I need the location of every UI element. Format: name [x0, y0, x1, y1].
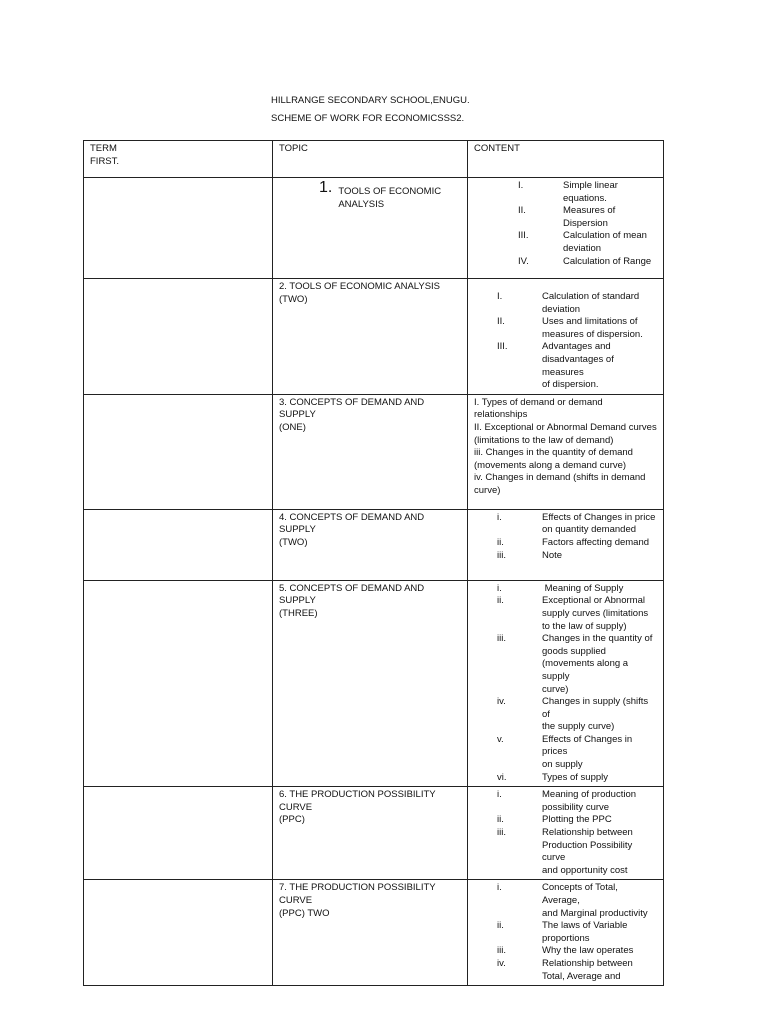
item-text: Production Possibility curve [542, 839, 633, 864]
item-text: Uses and limitations of [542, 316, 638, 328]
item-text: Why the law operates [542, 945, 634, 957]
item-text: curve) [542, 683, 569, 695]
list-item [497, 945, 657, 958]
list-item [518, 205, 657, 230]
item-text: disadvantages of measures [542, 353, 614, 378]
list-item [497, 291, 657, 316]
topic-cell [273, 509, 468, 580]
topic-line: (PPC) TWO [279, 907, 330, 919]
item-number: I. [518, 180, 524, 191]
item-text: Effects of Changes in price [542, 511, 656, 523]
item-text: Advantages and [542, 341, 611, 353]
item-text: to the law of supply) [542, 620, 627, 632]
item-number: iii. [497, 549, 506, 561]
table-row [84, 279, 664, 395]
content-cell [468, 178, 664, 279]
topic-line: 5. CONCEPTS OF DEMAND AND SUPPLY [279, 582, 425, 607]
table-row [84, 880, 664, 986]
term-cell [84, 178, 273, 279]
item-text: Simple linear [563, 180, 618, 191]
topic-header [273, 141, 468, 178]
paragraph-line: (movements along a demand curve) [474, 459, 627, 471]
list-item [497, 550, 657, 563]
list-item [518, 256, 657, 269]
item-number: i. [497, 511, 502, 523]
paragraph-line: iii. Changes in the quantity of demand [474, 447, 633, 459]
table-row [84, 509, 664, 580]
item-text: Factors affecting demand [542, 536, 650, 548]
scheme-title: SCHEME OF WORK FOR ECONOMICSSS2. [271, 113, 465, 124]
table-row [84, 787, 664, 880]
content-cell [468, 509, 664, 580]
item-text: (movements along a supply [542, 658, 629, 682]
item-number: iii. [497, 633, 506, 645]
paragraph-line: (limitations to the law of demand) [474, 434, 614, 446]
item-number: II. [497, 316, 505, 328]
item-text: on supply [542, 759, 583, 771]
item-text: Exceptional or Abnormal [542, 595, 645, 607]
list-item [497, 633, 657, 696]
item-text: Meaning of production [542, 789, 637, 801]
item-text: Concepts of Total, Average, [542, 882, 618, 906]
topic-line: (PPC) [279, 814, 305, 826]
list-item [497, 696, 657, 734]
paragraph-line: II. Exceptional or Abnormal Demand curves [474, 421, 657, 433]
table-row [84, 178, 664, 279]
topic-number: 1. [319, 179, 333, 196]
topic-line: 4. CONCEPTS OF DEMAND AND SUPPLY [279, 511, 425, 536]
list-item [497, 734, 657, 772]
list-item [497, 595, 657, 633]
topic-line: 2. TOOLS OF ECONOMIC ANALYSIS (TWO) [279, 281, 441, 305]
item-text: Changes in supply (shifts of [542, 696, 649, 720]
list-item [497, 827, 657, 877]
item-number: ii. [497, 814, 504, 826]
topic-line: (TWO) [279, 536, 308, 548]
term-cell [84, 880, 273, 986]
term-value: FIRST. [90, 155, 120, 167]
item-text: Dispersion [563, 217, 608, 229]
list-item [497, 882, 657, 920]
topic-cell [273, 279, 468, 395]
item-number: iii. [497, 945, 506, 957]
topic-line: 6. THE PRODUCTION POSSIBILITY CURVE [279, 789, 436, 813]
content-list [474, 512, 657, 562]
table-row [84, 580, 664, 787]
list-item [518, 180, 657, 205]
topic-cell [273, 178, 468, 279]
item-text: Relationship between [542, 957, 633, 969]
content-cell [468, 880, 664, 986]
scheme-table [83, 140, 664, 986]
content-header-label: CONTENT [474, 143, 520, 154]
content-list [474, 180, 657, 268]
term-label: TERM [90, 143, 117, 154]
list-item [497, 772, 657, 785]
item-number: ii. [497, 920, 504, 932]
item-number: iv. [497, 696, 506, 708]
item-text: The laws of Variable [542, 920, 628, 932]
topic-header-label: TOPIC [279, 143, 308, 154]
content-list [474, 882, 657, 983]
item-text: and Marginal productivity [542, 907, 648, 919]
item-number: iii. [497, 827, 506, 839]
item-text: Plotting the PPC [542, 814, 612, 826]
term-cell [84, 394, 273, 509]
list-item [497, 341, 657, 391]
item-text: Types of supply [542, 771, 609, 783]
item-number: I. [497, 291, 503, 302]
topic-cell [273, 580, 468, 787]
content-header [468, 141, 664, 178]
term-cell [84, 279, 273, 395]
item-text: Measures of [563, 205, 616, 217]
paragraph-line: I. Types of demand or demand relationships [474, 396, 603, 421]
item-number: iv. [497, 957, 506, 969]
item-text: Note [542, 549, 563, 561]
term-cell [84, 580, 273, 787]
item-number: vi. [497, 771, 507, 783]
list-item [497, 814, 657, 827]
item-text: of dispersion. [542, 379, 599, 391]
content-cell [468, 580, 664, 787]
item-text: Relationship between [542, 827, 633, 839]
item-number: i. [497, 582, 502, 594]
item-text: Calculation of standard [542, 291, 640, 302]
content-list [474, 291, 657, 392]
topic-line: (ONE) [279, 421, 306, 433]
table-row [84, 394, 664, 509]
list-item [497, 920, 657, 945]
list-item [497, 512, 657, 537]
content-paragraph [474, 397, 657, 498]
item-text: on quantity demanded [542, 524, 637, 536]
content-list [474, 583, 657, 785]
list-item [497, 958, 657, 983]
item-text: deviation [542, 303, 581, 315]
item-number: i. [497, 882, 502, 894]
item-text: Meaning of Supply [542, 582, 624, 594]
item-text: the supply curve) [542, 721, 615, 733]
item-text: and opportunity cost [542, 864, 628, 876]
item-text: Calculation of mean [563, 230, 647, 242]
term-header [84, 141, 273, 178]
item-text: Total, Average and [542, 970, 621, 982]
item-number: IV. [518, 255, 529, 267]
item-text: goods supplied [542, 645, 606, 657]
term-cell [84, 509, 273, 580]
item-text: Changes in the quantity of [542, 633, 653, 645]
paragraph-line: curve) [474, 484, 501, 496]
item-text: proportions [542, 932, 590, 944]
topic-cell [273, 787, 468, 880]
item-text: supply curves (limitations [542, 607, 649, 619]
topic-line: TOOLS OF ECONOMIC [338, 186, 442, 197]
content-cell [468, 279, 664, 395]
table-header-row [84, 141, 664, 178]
topic-line: (THREE) [279, 607, 318, 619]
list-item [497, 789, 657, 814]
item-text: equations. [563, 192, 607, 204]
content-cell [468, 787, 664, 880]
item-number: III. [497, 341, 508, 353]
item-number: v. [497, 733, 504, 745]
list-item [497, 583, 657, 596]
paragraph-line: iv. Changes in demand (shifts in demand [474, 472, 646, 484]
topic-cell [273, 394, 468, 509]
topic-line: 7. THE PRODUCTION POSSIBILITY CURVE [279, 882, 436, 906]
list-item [518, 230, 657, 255]
topic-cell [273, 880, 468, 986]
list-item [497, 537, 657, 550]
item-number: i. [497, 789, 502, 801]
content-list [474, 789, 657, 877]
item-text: possibility curve [542, 801, 610, 813]
item-number: II. [518, 205, 526, 217]
item-text: Effects of Changes in prices [542, 733, 633, 758]
list-item [497, 316, 657, 341]
content-cell [468, 394, 664, 509]
term-cell [84, 787, 273, 880]
item-text: measures of dispersion. [542, 328, 643, 340]
item-text: deviation [563, 242, 602, 254]
item-text: Calculation of Range [563, 255, 652, 267]
school-title: HILLRANGE SECONDARY SCHOOL,ENUGU. [271, 95, 470, 106]
item-number: III. [518, 230, 529, 242]
item-number: ii. [497, 536, 504, 548]
topic-line: 3. CONCEPTS OF DEMAND AND SUPPLY [279, 396, 425, 421]
topic-line: ANALYSIS [338, 198, 385, 210]
item-number: ii. [497, 595, 504, 607]
